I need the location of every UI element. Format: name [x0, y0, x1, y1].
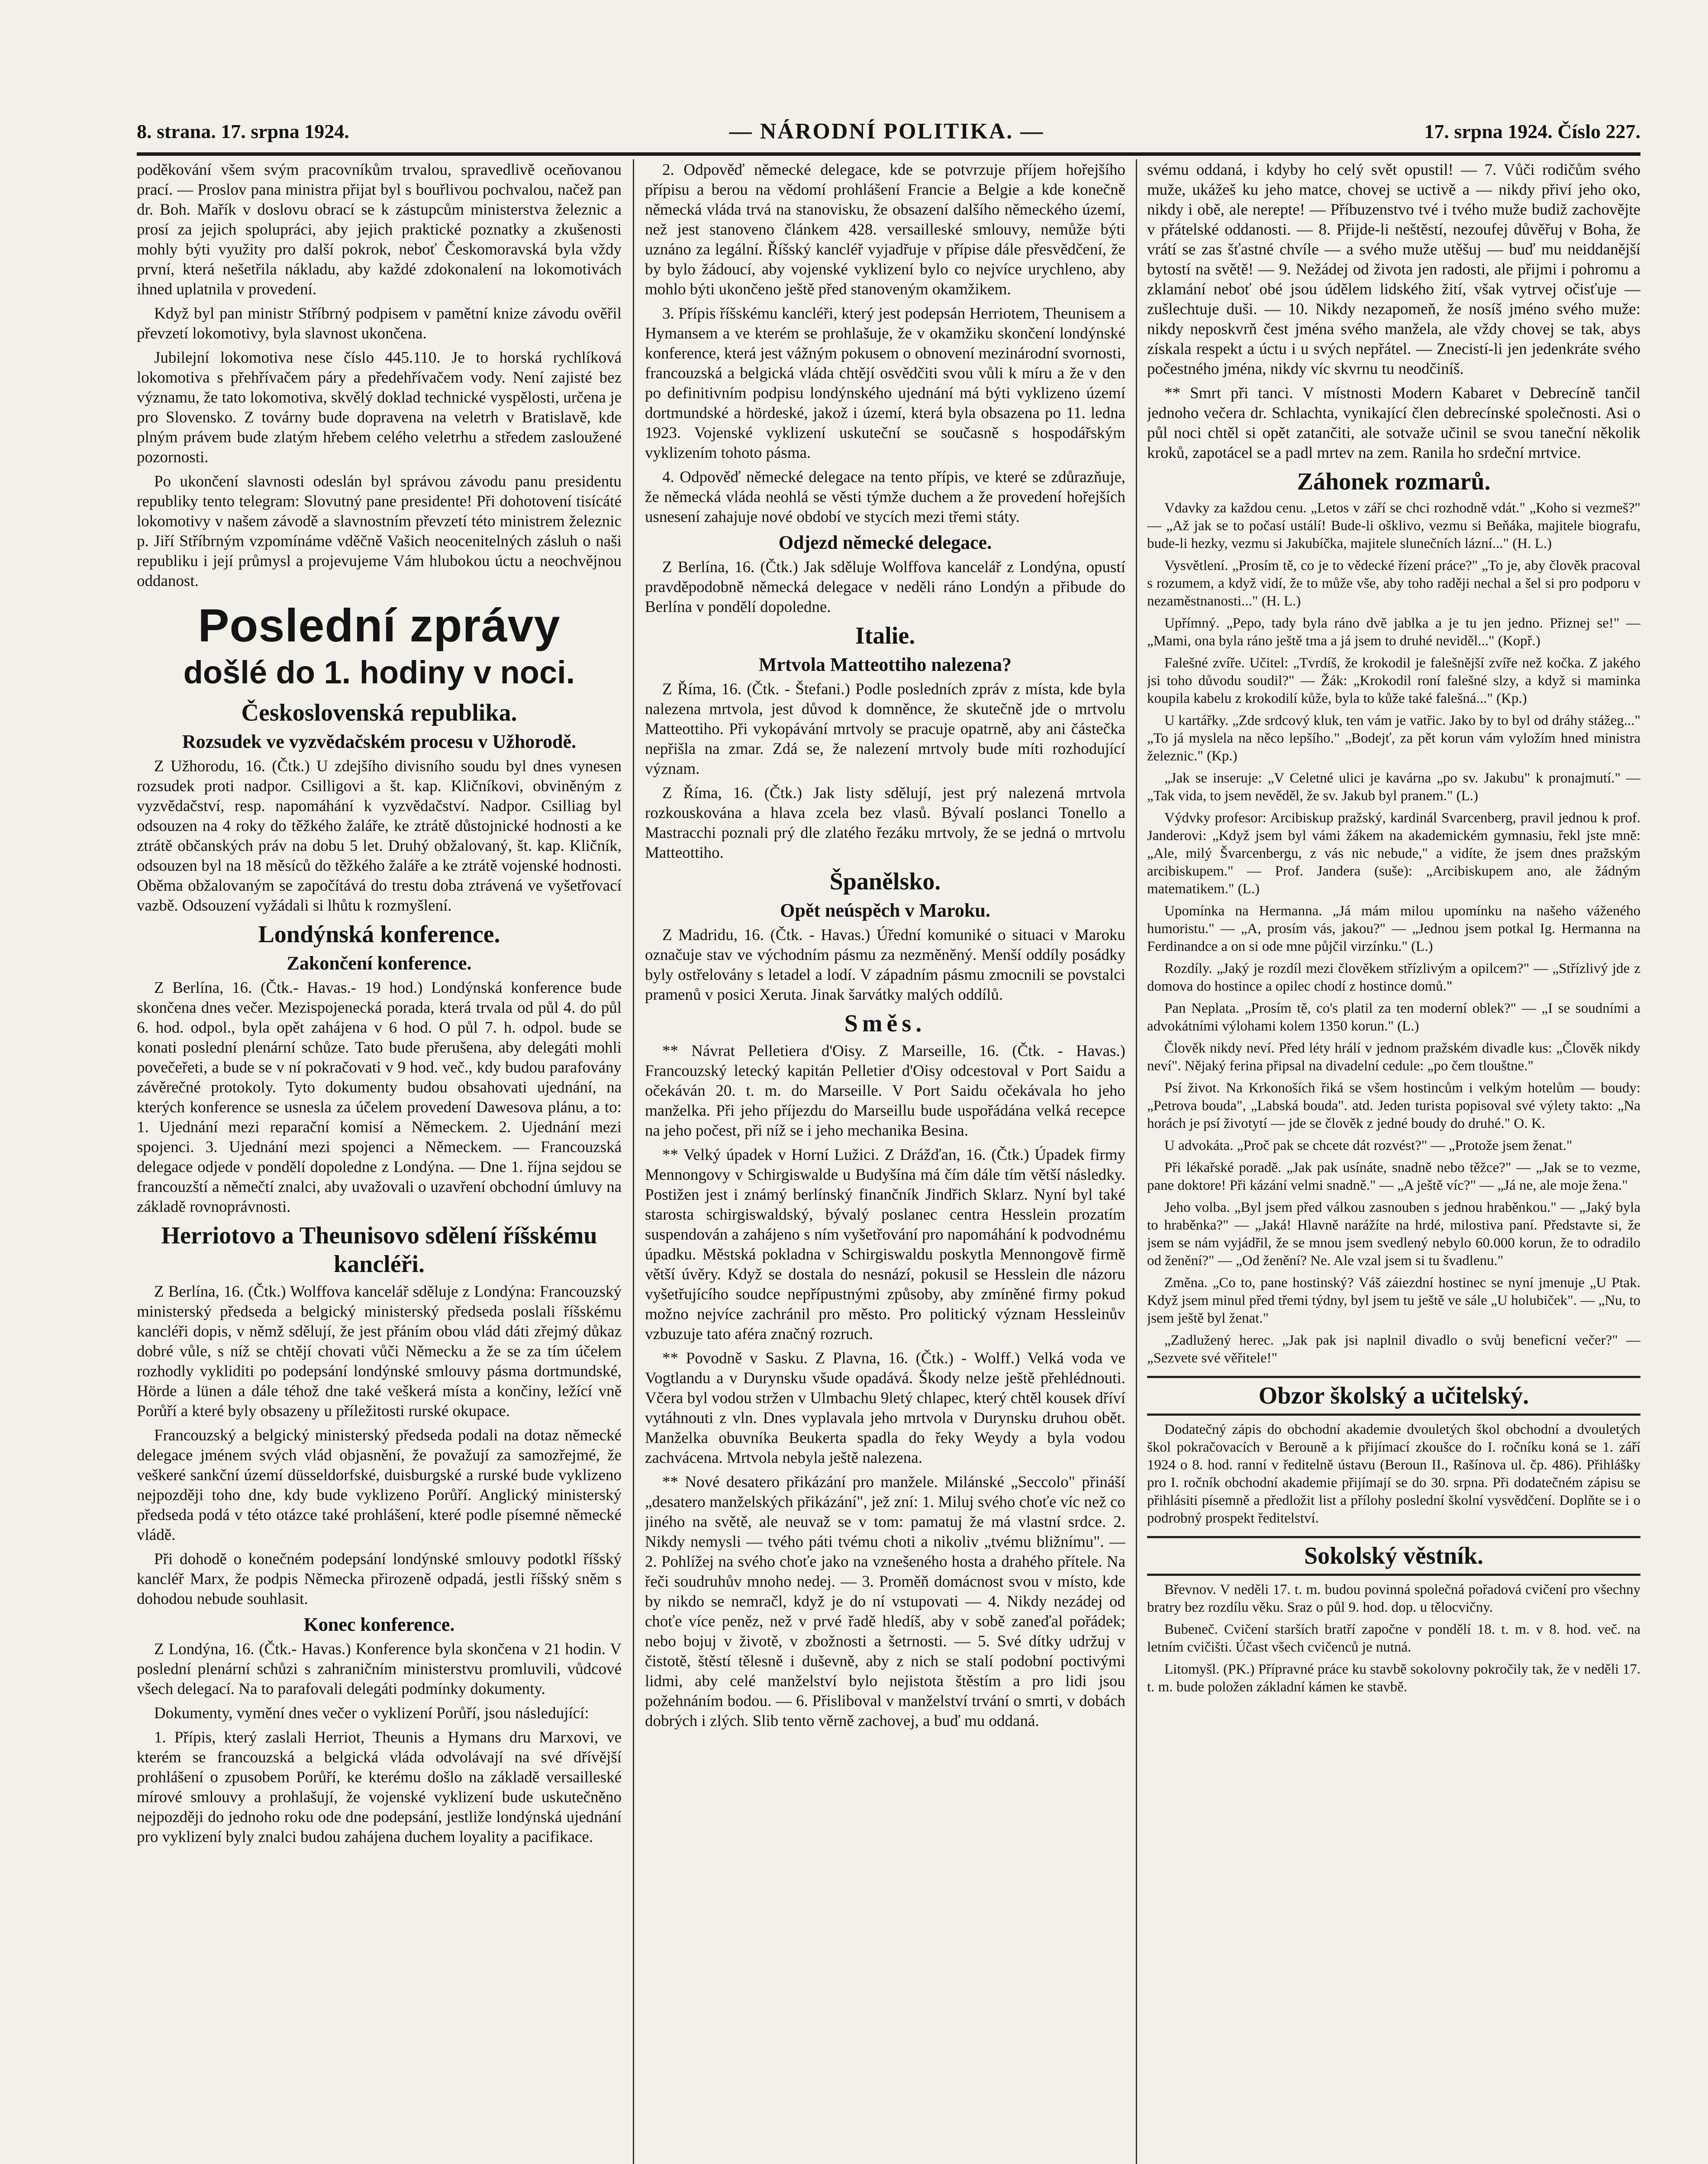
- joke-item: Člověk nikdy neví. Před léty hrálí v jednom pražském divadle kus: „Člověk nikdy neví". Nějaký ferina připsal na divadelní cedule: „po čem tlouštne.": [1147, 1040, 1640, 1074]
- article-text: poděkování všem svým pracovníkům trvalou, spravedlivě oceňovanou prací. — Proslov pana ministra přijat byl s bouřlivou pochvalou, načež pan dr. Boh. Mařík v doslovu obrací se k zástupcům ministerstva železnic a prosí za jejich spolupráci, aby jejich praktické poznatky a zkušenosti mohly býti využity pro další pokrok, neboť Českomoravská byla vždy první, která nešetřila nákladu, aby každé zdokonalení na lokomotivách ihned uplatnila v provedení.: [137, 161, 622, 298]
- joke-item: Upomínka na Hermanna. „Já mám milou upomínku na našeho váženého humoristu." — „A, prosím vás, jakou?" — „Jednou jsem potkal Ig. Hermanna na Ferdinandce a on si ode mne půjčil virzínku." (L.): [1147, 903, 1640, 954]
- joke-item: „Zadlužený herec. „Jak pak jsi naplnil divadlo o svůj beneficní večer?" — „Sezvete své věřitele!": [1147, 1333, 1640, 1366]
- article-text: Francouzský a belgický ministerský předseda podali na dotaz německé delegace jménem svých vlád objasnění, že považují za samozřejmé, že veškeré sankční území düsseldorfské, duisburgské a rurské bude vyklizeno nejpozději toho dne, kdy bude vyklizeno Porůří. Anglický ministerský předseda podá v této otázce také prohlášení, které podle písemné německé vládě.: [137, 1427, 622, 1544]
- section-heading: Italie.: [855, 622, 915, 649]
- article-text: 1. Přípis, který zaslali Herriot, Theunis a Hymans dru Marxovi, ve kterém se francouzská a belgická vláda odvolávají na své dřívější prohlášení o zpusobem Porůří, ke kterému došlo na základě versailleské mírové smlouvy a prohlašují, že vojenské vyklizení bude uskutečněno nejpozději do jednoho roku ode dne podepsání, jestliže londýnská ujednání pro vyklizení byly znalci budou zahájena duchem loyality a pacifikace.: [137, 1729, 622, 1846]
- section-heading-obzor: Obzor školský a učitelský.: [1147, 1376, 1640, 1416]
- joke-item: Vysvětlení. „Prosím tě, co je to vědecké řízení práce?" „To je, aby člověk pracoval s rozumem, a když vidí, že to může vše, aby toho raději nechal a šel si pro podporu v nezaměstnanosti..." (H. L.): [1147, 558, 1640, 609]
- section-heading: Španělsko.: [829, 868, 941, 895]
- article-text: Jubilejní lokomotiva nese číslo 445.110. Je to horská rychlíková lokomotiva s přehřívačem páry a předehřívačem vody. Není zajisté bez významu, že tato lokomotiva, skvělý doklad technické vyspělosti, určena je pro Slovensko. Z továrny bude dopravena na veletrh v Bratislavě, kde plným právem bude zlatým hřebem celého veletrhu a středem zasloužené pozornosti.: [137, 349, 622, 466]
- column-divider-1: [633, 159, 634, 2164]
- section-heading-sokol: Sokolský věstník.: [1147, 1536, 1640, 1576]
- notice-text: Břevnov. V neděli 17. t. m. budou povinná společná pořadová cvičení pro všechny bratry bez rozdílu věku. Sraz o půl 9. hod. dop. u tělocvičny.: [1147, 1582, 1640, 1615]
- column-1: [137, 160, 622, 2164]
- article-heading: Zakončení konference.: [287, 953, 472, 974]
- article-text: ** Povodně v Sasku. Z Plavna, 16. (Čtk.) - Wolff.) Velká voda ve Vogtlandu a v Durynsku všude opadává. Škody nelze ještě přehlédnouti. Včera byl vodou stržen v Ulmbachu 9letý chlapec, který chtěl kousek dříví vytáhnouti z vln. Dnes vyplavala jeho mrtvola v Durynsku druhou obět. Manželka obuvníka Beukerta spadla do řeky Weydy a byla vodou zachvácena. Mrtvola nebyla ještě nalezena.: [645, 1349, 1125, 1467]
- article-text: Z Londýna, 16. (Čtk.- Havas.) Konference byla skončena v 21 hodin. V poslední plenární schůzi s zahraničním ministerstvu promluvili, vůdcové všech delegací. Na to parafovali delegáti podmínky dokumenty.: [137, 1640, 622, 1698]
- column-divider-2: [1136, 159, 1137, 2164]
- article-heading: Rozsudek ve vyzvědačském procesu v Užhorodě.: [182, 731, 577, 752]
- article-heading: Konec konference.: [303, 1614, 455, 1635]
- article-text: Z Berlína, 16. (Čtk.- Havas.- 19 hod.) Londýnská konference bude skončena dnes večer. Mezispojenecká porada, která trvala od půl 4. do půl 6. hod. odpol., byla opět zahájena v 6 hod. O půl 7. h. odpol. bude se konati poslední plenární schůze. Tato bude přerušena, aby delegáti mohli povečeřeti, a bude se v ní pokračovati v 9 hod. več., kdy budou parafovány závěrečné protokoly. Tyto dokumenty budou obsahovati ujednání, na kterých konference se usnesla za účelem provedení Dawesova plánu, a to: 1. Ujednání mezi reparační komisí a Německem. 2. Ujednání mezi spojenci. 3. Ujednání mezi spojenci a Německem. — Francouzská delegace odjede v pondělí dopoledne z Londýna. — Dne 1. října sejdou se francouzští a němečtí znalci, aby uvažovali o uzavření obchodní úmluvy na základě rovnoprávnosti.: [137, 979, 622, 1216]
- joke-item: Rozdíly. „Jaký je rozdíl mezi člověkem střízlivým a opilcem?" — „Střízlivý jde z domova do hostince a opilec chodí z hostince domů.": [1147, 961, 1640, 994]
- section-heading: Herriotovo a Theunisovo sdělení říšskému kancléři.: [161, 1222, 597, 1278]
- article-text: 4. Odpověď německé delegace na tento přípis, ve které se zdůrazňuje, že německá vláda neohlá se věsti týmže duchem a že provedení hořejších usnesení zahajuje nové období ve stycích mezi třemi státy.: [645, 468, 1125, 526]
- joke-item: Pan Neplata. „Prosím tě, co's platil za ten moderní oblek?" — „I se soudními a advokátními výlohami kolem 1350 korun." (L.): [1147, 1001, 1640, 1034]
- article-text: Z Berlína, 16. (Čtk.) Wolffova kancelář sděluje z Londýna: Francouzský ministerský předseda a belgický ministerský předseda poslali říšskému kancléři dopis, v němž sdělují, že jest přáním obou vlád dáti zřejmý důkaz dobré vůle, s níž se chtějí chovati vůči Německu a že se za tím účelem rozhodly vykliditi po podepsání londýnské smlouvy pásma dortmundské, Hörde a lünen a dále téhož dne také veškerá místa a končiny, ležící vně Porůří a které byly obsazeny u příležitosti rurské okupace.: [137, 1283, 622, 1420]
- school-notices: [1147, 1421, 1640, 1527]
- article-text: svému oddaná, i kdyby ho celý svět opustil! — 7. Vůči rodičům svého muže, ukážeš ku jeho matce, chovej se uctivě a — nikdy přiví jeho oko, nikdy i obě, ale nerepte! — Příbuzenstvo tvé i tvého muže budiž zachovějte v přátelské oddanosti. — 8. Přijde-li neštěstí, nezoufej důvěřuj v Boha, že vrátí se zas šťastné chvíle — a svého muže utěšuj — buď mu neiddanější bytostí na světě! — 9. Nežádej od života jen radosti, ale přijmi i pohromu a zklamání neboť obé jsou údělem lidského žití, však vytrvej očisťuje — zušlechtuje duši. — 10. Nikdy nezapomeň, že nosíš jméno svého muže: nikdy neposkvrň čest jména svého manžela, ale vždy chovej se tak, abys získala respekt a úctu i u svých nepřátel. — Znecistí-li jen jedenkráte svého počestného jména, nikdy víc skvrnu tu neodčiníš.: [1147, 161, 1640, 378]
- article-heading: Opět neúspěch v Maroku.: [780, 900, 990, 921]
- jokes-list: [1147, 499, 1640, 1367]
- article-heading: Mrtvola Matteottiho nalezena?: [758, 654, 1012, 675]
- joke-item: Falešné zvíře. Učitel: „Tvrdíš, že krokodil je falešnější zvíře než kočka. Z jakého jsi toho důvodu soudil?" — Žák: „Krokodil roní falešné slzy, a když si maminka koupila kabelu z krokodilí kůže, byla to kůže také falešná..." (Kp.): [1147, 655, 1640, 706]
- article-text: Z Říma, 16. (Čtk.) Jak listy sdělují, jest prý nalezená mrtvola rozkouskována a hlava zcela bez vlasů. Bývalí poslanci Tonello a Mastracchi poznali prý dle zlatého řezáku mrtvoly, že se jedná o mrtvolu Matteottiho.: [645, 784, 1125, 862]
- article-text: ** Nové desatero přikázání pro manžele. Milánské „Seccolo" přináší „desatero manželských přikázání", jež zní: 1. Miluj svého choťe víc než co jiného na světě, ale neuvaž se v tom: pamatuj že má vlastní srdce. 2. Nikdy nemysli — tvého páti tvému choti a nikoliv „tvému bližnímu". — 2. Pohlížej na svého choťe jako na vznešeného hosta a drahého přítele. Na řeči soudruhův mnoho nedej. — 3. Proměň domácnost svou v místo, kde by nikdo se nemračl, když je do ní vstupovati — 4. Nikdy nezádej od choťe více peněz, než v prvé řadě hledíš, aby v sobě zaneďal pořádek; nebo bojuj v životě, v zbožnosti a šetrnosti. — 5. Své dítky udržuj v čistotě, štěstí tělesně i duševně, aby z nich se stalí podobní poctivými lidmi, aby celé manželství bylo nejistota štěstím a pro lidi jsou požehnáním bodou. — 6. Přisliboval v manželství trvání o smrti, v dobách dobrých i zlých. Slib tento věrně zachovej, a buď mu oddaná.: [645, 1473, 1125, 1730]
- notice-text: Litomyšl. (PK.) Přípravné práce ku stavbě sokolovny pokročily tak, že v neděli 17. t. m. bude položen základní kámen ke stavbě.: [1147, 1662, 1640, 1695]
- article-text: 2. Odpověď německé delegace, kde se potvrzuje příjem hořejšího přípisu a berou na vědomí prohlášení Francie a Belgie a kde konečně německá vláda trvá na stanovisku, že obsazení dalšího německého území, než jest stanoveno článkem 428. versailleské smlouvy, nemůže býti uznáno za legální. Říšský kancléř vyjadřuje v přípise dále přesvědčení, že by bylo žádoucí, aby vojenské vyklizení bylo co nejvíce urychleno, aby mohlo býti ukončeno ještě před stanoveným okamžikem.: [645, 161, 1125, 298]
- article-text: Z Užhorodu, 16. (Čtk.) U zdejšího divisního soudu byl dnes vynesen rozsudek proti nadpor. Csilligovi a št. kap. Kličníkovi, obviněným z vyzvědačství, resp. napomáhání k vyzvědačství. Nadpor. Csilliag byl odsouzen na 4 roky do těžkého žaláře, ke ztrátě důstojnické hodnosti a ke ztrátě občanských práv na dobu 5 let. Druhý obžalovaný, št. kap. Kličník, odsouzen byl na 18 měsíců do těžkého žaláře a ke ztrátě vojenské hodnosti. Oběma obžalovaným se započítává do trestu doba ztrávená ve vyšetřovací vazbě. Odsouzení vyžádali si lhůtu k rozmyšlení.: [137, 757, 622, 915]
- article-text: Z Říma, 16. (Čtk. - Štefani.) Podle posledních zpráv z místa, kde byla nalezena mrtvola, jest důvod k domněnce, že skutečně jde o mrtvolu Matteottiho. Při vykopávání mrtvoly se pracuje opatrně, aby ani částečka nepřišla na zmar. Zdá se, že nalezení mrtvoly bude míti rozhodující význam.: [645, 680, 1125, 778]
- article-text: Z Berlína, 16. (Čtk.) Jak sděluje Wolffova kancelář z Londýna, opustí pravděpodobně německá delegace v neděli ráno Londýn a přibude do Berlína v pondělí dopoledne.: [645, 558, 1125, 616]
- article-text: Když byl pan ministr Stříbrný podpisem v pamětní knize závodu ověřil převzetí lokomotivy, byla slavnost ukončena.: [137, 305, 622, 342]
- article-text: Po ukončení slavnosti odeslán byl správou závodu panu presidentu republiky tento telegram: Slovutný pane presidente! Při dohotovení tisícáté lokomotivy v našem závodě a slavnostním převzetí této ministrem železnic p. Jiří Stříbrným vzpomínáme vděčně Vašich neocenitelných zásluh o naši republiku i její průmysl a projevujeme Vám hlubokou úctu a neochvějnou oddanost.: [137, 473, 622, 590]
- notice-text: Bubeneč. Cvičení starších bratří započne v pondělí 18. t. m. v 8. hod. več. na letním cvičišti. Účast všech cvičenců je nutná.: [1147, 1622, 1640, 1655]
- article-text: Při dohodě o konečném podepsání londýnské smlouvy podotkl říšský kancléř Marx, že podpis Německa přirozeně odpadá, jestli říšský sněm s dohodou nebude souhlasit.: [137, 1550, 622, 1608]
- joke-item: Při lékařské poradě. „Jak pak usínáte, snadně nebo těžce?" — „Jak se to vezme, pane doktore! Při kázání velmi snadně." — „A ještě víc?" — „Já ne, ale moje žena.": [1147, 1160, 1640, 1193]
- joke-item: Psí život. Na Krkonoších řiká se všem hostincům i velkým hotelům — boudy: „Petrova bouda", „Labská bouda". atd. Jeden turista popisoval své výlety takto: „Na horách je psí životytí — jde se člověk z jedné boudy do druhé." O. K.: [1147, 1080, 1640, 1131]
- joke-item: „Jak se inseruje: „V Celetné ulici je kavárna „po sv. Jakubu" k pronajmutí." — „Tak vida, to jsem nevěděl, že sv. Jakub byl pranem." (L.): [1147, 770, 1640, 804]
- article-text: 3. Přípis říšskému kancléři, který jest podepsán Herriotem, Theunisem a Hymansem a ve kterém se prohlašuje, že v okamžiku skončení londýnské konference, která jest vážným pokusem o obnovení mezinárodní svornosti, francouzská a belgická vláda chtějí osvědčiti svou vůli k míru a že v den po definitivním podpisu londýnského ujednání má býti vyklizeno území dortmundské a hördeské, jakož i území, která byla obsazena po 11. ledna 1923. Vojenské vyklizení uskuteční se současně s hospodářským vyklizením tohoto pásma.: [645, 305, 1125, 462]
- masthead-right: 17. srpna 1924. Číslo 227.: [1424, 120, 1640, 142]
- joke-item: Změna. „Co to, pane hostinský? Váš záiezdní hostinec se nyní jmenuje „U Ptak. Když jsem minul před třemi týdny, byl jsem tu ještě ve sále „U holubiček". — „Nu, to jsem ještě byl ženat.": [1147, 1275, 1640, 1326]
- article-text: ** Návrat Pelletiera d'Oisy. Z Marseille, 16. (Čtk. - Havas.) Francouzský letecký kapitán Pelletier d'Oisy odcestoval v Port Saidu a očekáván 20. t. m. do Marseille. V Port Saidu očekávala ho jeho manželka. Při jeho příjezdu do Marseillu bude uspořádána velká recepce na jeho počest, při níž se i jeho mechanika Besina.: [645, 1042, 1125, 1140]
- masthead: [137, 112, 1640, 151]
- joke-item: Jeho volba. „Byl jsem před válkou zasnouben s jednou hraběnkou." — „Jaký byla to hraběnka?" — „Jaká! Hlavně narážíte na hrdé, milostiva paní. Představte si, že jsem se nám vyjádřil, že se mnou jsem svedlený nebylo 60.000 korun, že to odradilo od ženění?" — „Od ženění? Ne. Ale vzal jsem si tu švadlenu.": [1147, 1200, 1640, 1269]
- notice-text: Dodatečný zápis do obchodní akademie dvouletých škol obchodní a dvouletých škol pokračovacích v Berouně a k přijímací zkoušce do I. ročníku koná se 1. září 1924 o 8. hod. ranní v ředitelně ústavu (Beroun II., Rašínova ul. čp. 486). Přihlášky pro I. ročník obchodní akademie přijímají se do 30. srpna. Při dodatečném zápisu se přihlásiti písemně a předložit list a přílohy poslední školní vysvědčení. Doplňte se i o podrobný prospekt ředitelství.: [1147, 1422, 1640, 1526]
- joke-item: Vdavky za každou cenu. „Letos v září se chci rozhodně vdát." „Koho si vezmeš?" — „Až jak se to počasí ustálí! Bude-li ošklivo, vezmu si Beňáka, majitele biografu, bude-li hezky, vezmu si Jakubíčka, majitele slunečních lázní..." (H. L.): [1147, 500, 1640, 551]
- article-text: Dokumenty, vymění dnes večer o vyklizení Porůří, jsou následující:: [154, 1704, 589, 1722]
- headline-posledni-zpravy: Poslední zprávy: [198, 599, 561, 651]
- masthead-title: — NÁRODNÍ POLITIKA. —: [729, 119, 1044, 144]
- joke-item: Výdvky profesor: Arcibiskup pražský, kardinál Svarcenberg, pravil jednou k prof. Janderovi: „Když jsem byl vámi žákem na akademickém gymnasiu, řekl jste mně: „Ale, milý Švarcenbergu, z vás nic nebude," a vidíte, že jsem dnes pražským arcibiskupem." — Prof. Jandera (suše): „Arcibiskupem ano, ale žádným matematikem." (L.): [1147, 810, 1640, 897]
- masthead-rule: [137, 152, 1640, 156]
- section-heading: Londýnská konference.: [258, 921, 500, 948]
- article-text: ** Velký úpadek v Horní Lužici. Z Drážďan, 16. (Čtk.) Úpadek firmy Mennongovy v Schirgiswalde u Budyšína má čím dále tím větší následky. Postižen jest i známý berlínský finančník Jindřich Sklarz. Nyní byl také starosta schirgiswaldský, bývalý poslanec centra Hesslein prozatím suspendován a zahájeno s ním vyšetřování pro napomáhání k podvodnému úpadku. Městská pokladna v Schirgiswaldu poskytla Mennongově firmě větší úvěry. Když se dostala do nesnází, pokusil se Hesslein dle názoru vyšetřujícího soudce nepřípustnými způsoby, aby zmíněné firmy pokud možno nejvíce zachránil pro město. Pro politický význam Hessleinův vzbuzuje tato aféra značný rozruch.: [645, 1146, 1125, 1343]
- joke-item: U kartářky. „Zde srdcový kluk, ten vám je vatřic. Jako by to byl od dráhy stážeg..." „To já myslela na něco lepšího." „Bodejť, za pět korun vám vyložím hned ministra železnic." (Kp.): [1147, 713, 1640, 764]
- article-text: Z Madridu, 16. (Čtk. - Havas.) Úřední komuniké o situaci v Maroku označuje stav ve východním pásmu za nezměněný. Menší oddíly posádky byly ostřelovány s letadel a lodí. V západním pásmu zmocnili se povstalci pramenů v posici Xeruta. Jinak šarvátky malých oddílů.: [645, 926, 1125, 1004]
- section-heading: Československá republika.: [241, 699, 517, 726]
- article-heading: Odjezd německé delegace.: [778, 532, 992, 553]
- article-text: ** Smrt při tanci. V místnosti Modern Kabaret v Debrecíně tančil jednoho večera dr. Schlachta, vynikající člen debrecínské společnosti. Asi o půl noci chtěl si opět zatančiti, ale sotvaže učinil se svou taneční několik kroků, zapotácel se a padl mrtev na zem. Ranila ho srdeční mrtvice.: [1147, 384, 1640, 462]
- column-2: [645, 160, 1125, 2164]
- joke-item: U advokáta. „Proč pak se chcete dát rozvést?" — „Protože jsem ženat.": [1164, 1138, 1573, 1153]
- section-heading-zahonek: Záhonek rozmarů.: [1297, 468, 1491, 495]
- joke-item: Upřímný. „Pepo, tady byla ráno dvě jablka a je tu jen jedno. Přiznej se!" — „Mami, ona byla ráno ještě tma a já jsem to druhé neviděl..." (Kopř.): [1147, 615, 1640, 649]
- masthead-left: 8. strana. 17. srpna 1924.: [137, 120, 349, 142]
- sokol-notices: [1147, 1581, 1640, 1696]
- section-heading-smes: Směs.: [844, 1010, 926, 1037]
- headline-dosle: došlé do 1. hodiny v noci.: [183, 654, 575, 690]
- column-3: [1147, 160, 1640, 2164]
